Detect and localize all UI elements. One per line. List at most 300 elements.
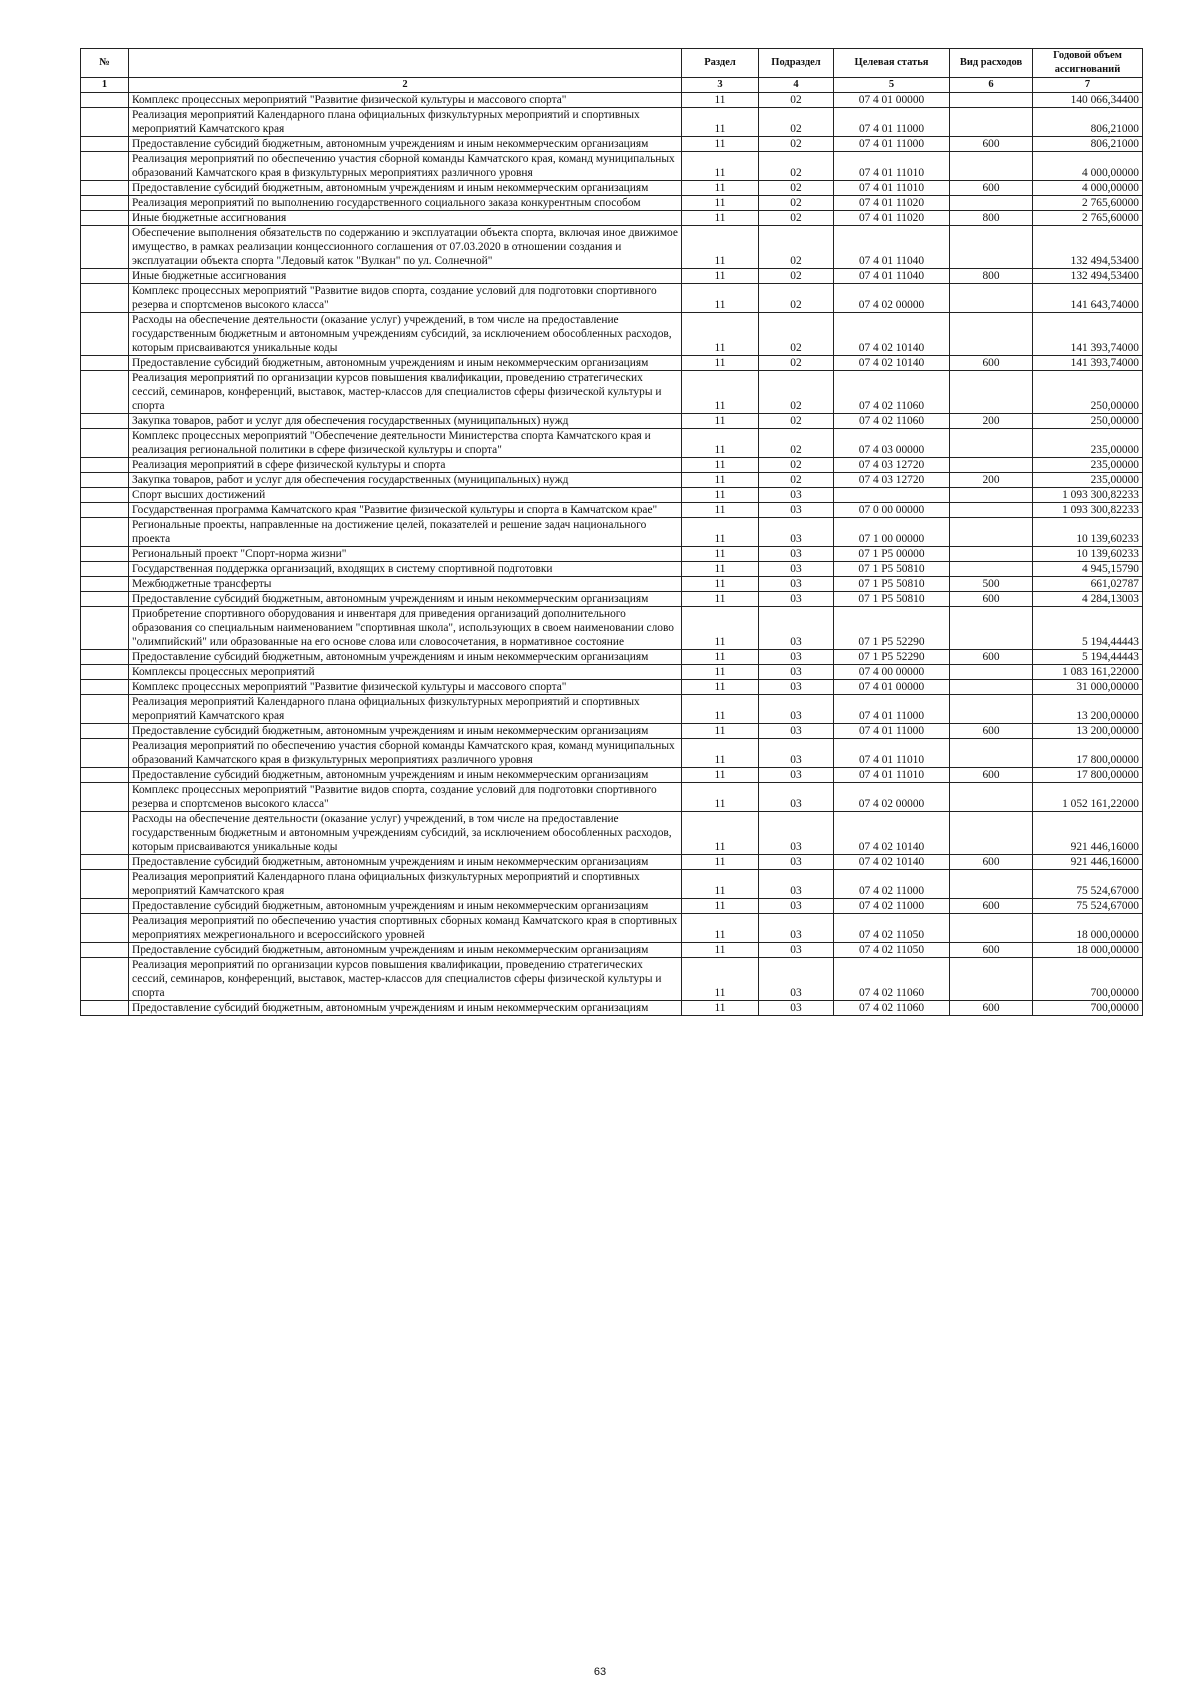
cell-razdel: 11 xyxy=(682,371,759,414)
cell-csr: 07 4 00 00000 xyxy=(834,665,950,680)
cell-name: Реализация мероприятий по организации курсов повышения квалификации, проведению стратегических сессий, семинаров, конференций, выставок, мастер-классов для специалистов сферы физической культуры и спорта xyxy=(129,371,682,414)
cell-csr: 07 4 02 11000 xyxy=(834,899,950,914)
cell-csr: 07 4 01 11000 xyxy=(834,108,950,137)
cell-razdel: 11 xyxy=(682,269,759,284)
cell-podrazdel: 03 xyxy=(759,724,834,739)
cell-podrazdel: 03 xyxy=(759,870,834,899)
cell-name: Региональный проект "Спорт-норма жизни" xyxy=(129,547,682,562)
cell-podrazdel: 03 xyxy=(759,1001,834,1016)
cell-name: Предоставление субсидий бюджетным, автономным учреждениям и иным некоммерческим организациям xyxy=(129,943,682,958)
cell-vr: 600 xyxy=(950,1001,1033,1016)
cell-name: Предоставление субсидий бюджетным, автономным учреждениям и иным некоммерческим организациям xyxy=(129,855,682,870)
cell-vr xyxy=(950,458,1033,473)
cell-amount: 18 000,00000 xyxy=(1033,943,1143,958)
cell-vr xyxy=(950,371,1033,414)
cell-name: Иные бюджетные ассигнования xyxy=(129,269,682,284)
cell-amount: 4 000,00000 xyxy=(1033,181,1143,196)
table-index-row xyxy=(81,78,1143,93)
cell-vr: 600 xyxy=(950,724,1033,739)
cell-razdel: 11 xyxy=(682,429,759,458)
cell-vr: 600 xyxy=(950,650,1033,665)
cell-podrazdel: 02 xyxy=(759,356,834,371)
cell-name: Обеспечение выполнения обязательств по содержанию и эксплуатации объекта спорта, включая иное движимое имущество, в рамках реализации концессионного соглашения от 07.03.2020 в отношении создания и эксплуатации объекта спорта "Ледовый каток "Вулкан" по ул. Солнечной" xyxy=(129,226,682,269)
cell-vr: 600 xyxy=(950,768,1033,783)
cell-vr: 600 xyxy=(950,137,1033,152)
table-row xyxy=(81,562,1143,577)
budget-sheet xyxy=(80,48,1142,1016)
cell-name: Предоставление субсидий бюджетным, автономным учреждениям и иным некоммерческим организациям xyxy=(129,724,682,739)
cell-num xyxy=(81,768,129,783)
table-row xyxy=(81,958,1143,1001)
cell-vr xyxy=(950,665,1033,680)
cell-razdel: 11 xyxy=(682,607,759,650)
cell-name: Реализация мероприятий в сфере физической культуры и спорта xyxy=(129,458,682,473)
cell-podrazdel: 02 xyxy=(759,181,834,196)
cell-amount: 235,00000 xyxy=(1033,473,1143,488)
cell-podrazdel: 02 xyxy=(759,371,834,414)
table-header-row xyxy=(81,49,1143,78)
cell-csr: 07 4 02 11050 xyxy=(834,943,950,958)
cell-num xyxy=(81,607,129,650)
table-row xyxy=(81,488,1143,503)
table-row xyxy=(81,371,1143,414)
table-row xyxy=(81,284,1143,313)
cell-amount: 2 765,60000 xyxy=(1033,211,1143,226)
cell-csr: 07 1 P5 50810 xyxy=(834,592,950,607)
table-row xyxy=(81,503,1143,518)
table-row xyxy=(81,458,1143,473)
table-row xyxy=(81,650,1143,665)
cell-csr: 07 4 02 11060 xyxy=(834,414,950,429)
cell-podrazdel: 03 xyxy=(759,488,834,503)
table-body xyxy=(81,93,1143,1016)
cell-razdel: 11 xyxy=(682,768,759,783)
cell-razdel: 11 xyxy=(682,914,759,943)
cell-amount: 141 393,74000 xyxy=(1033,313,1143,356)
table-row xyxy=(81,695,1143,724)
table-row xyxy=(81,547,1143,562)
cell-num xyxy=(81,518,129,547)
cell-razdel: 11 xyxy=(682,93,759,108)
cell-amount: 17 800,00000 xyxy=(1033,768,1143,783)
table-row xyxy=(81,152,1143,181)
cell-podrazdel: 02 xyxy=(759,269,834,284)
cell-name: Комплекс процессных мероприятий "Развитие видов спорта, создание условий для подготовки спортивного резерва и спортсменов высокого класса" xyxy=(129,783,682,812)
table-row xyxy=(81,269,1143,284)
col-index: 3 xyxy=(682,78,759,93)
cell-podrazdel: 02 xyxy=(759,284,834,313)
cell-csr: 07 1 P5 52290 xyxy=(834,650,950,665)
cell-csr: 07 4 02 10140 xyxy=(834,855,950,870)
cell-name: Межбюджетные трансферты xyxy=(129,577,682,592)
cell-amount: 700,00000 xyxy=(1033,1001,1143,1016)
cell-vr xyxy=(950,226,1033,269)
cell-name: Реализация мероприятий Календарного плана официальных физкультурных мероприятий и спортивных мероприятий Камчатского края xyxy=(129,108,682,137)
cell-name: Предоставление субсидий бюджетным, автономным учреждениям и иным некоммерческим организациям xyxy=(129,356,682,371)
cell-podrazdel: 03 xyxy=(759,695,834,724)
cell-name: Реализация мероприятий по организации курсов повышения квалификации, проведению стратегических сессий, семинаров, конференций, выставок, мастер-классов для специалистов сферы физической культуры и спорта xyxy=(129,958,682,1001)
cell-csr: 07 4 01 11010 xyxy=(834,739,950,768)
cell-podrazdel: 02 xyxy=(759,226,834,269)
cell-csr: 07 1 P5 00000 xyxy=(834,547,950,562)
cell-podrazdel: 03 xyxy=(759,680,834,695)
cell-num xyxy=(81,562,129,577)
cell-razdel: 11 xyxy=(682,739,759,768)
cell-podrazdel: 02 xyxy=(759,473,834,488)
cell-csr: 07 4 01 11020 xyxy=(834,196,950,211)
cell-num xyxy=(81,577,129,592)
cell-name: Предоставление субсидий бюджетным, автономным учреждениям и иным некоммерческим организациям xyxy=(129,592,682,607)
cell-vr xyxy=(950,739,1033,768)
cell-razdel: 11 xyxy=(682,152,759,181)
cell-amount: 10 139,60233 xyxy=(1033,518,1143,547)
cell-name: Закупка товаров, работ и услуг для обеспечения государственных (муниципальных) нужд xyxy=(129,414,682,429)
cell-csr: 07 4 02 11060 xyxy=(834,1001,950,1016)
cell-name: Комплекс процессных мероприятий "Обеспечение деятельности Министерства спорта Камчатского края и реализация региональной политики в сфере физической культуры и спорта" xyxy=(129,429,682,458)
cell-razdel: 11 xyxy=(682,518,759,547)
cell-name: Государственная поддержка организаций, входящих в систему спортивной подготовки xyxy=(129,562,682,577)
cell-amount: 141 643,74000 xyxy=(1033,284,1143,313)
cell-vr: 500 xyxy=(950,577,1033,592)
cell-vr: 800 xyxy=(950,269,1033,284)
page-number: 63 xyxy=(593,1666,607,1678)
cell-amount: 31 000,00000 xyxy=(1033,680,1143,695)
cell-csr: 07 4 01 11000 xyxy=(834,724,950,739)
cell-razdel: 11 xyxy=(682,488,759,503)
cell-csr: 07 4 02 11060 xyxy=(834,371,950,414)
col-index: 4 xyxy=(759,78,834,93)
cell-razdel: 11 xyxy=(682,196,759,211)
cell-num xyxy=(81,739,129,768)
cell-vr xyxy=(950,93,1033,108)
col-index: 5 xyxy=(834,78,950,93)
table-row xyxy=(81,914,1143,943)
cell-amount: 1 093 300,82233 xyxy=(1033,488,1143,503)
cell-vr xyxy=(950,313,1033,356)
cell-vr xyxy=(950,503,1033,518)
table-row xyxy=(81,108,1143,137)
cell-podrazdel: 03 xyxy=(759,592,834,607)
cell-podrazdel: 02 xyxy=(759,313,834,356)
table-row xyxy=(81,196,1143,211)
cell-csr: 07 4 02 10140 xyxy=(834,356,950,371)
cell-amount: 17 800,00000 xyxy=(1033,739,1143,768)
cell-amount: 1 052 161,22000 xyxy=(1033,783,1143,812)
cell-vr xyxy=(950,488,1033,503)
cell-num xyxy=(81,356,129,371)
cell-amount: 1 083 161,22000 xyxy=(1033,665,1143,680)
cell-num xyxy=(81,958,129,1001)
cell-podrazdel: 02 xyxy=(759,414,834,429)
cell-amount: 75 524,67000 xyxy=(1033,899,1143,914)
table-row xyxy=(81,592,1143,607)
cell-amount: 700,00000 xyxy=(1033,958,1143,1001)
col-index: 1 xyxy=(81,78,129,93)
cell-vr xyxy=(950,695,1033,724)
cell-vr: 200 xyxy=(950,414,1033,429)
cell-csr: 07 4 01 11000 xyxy=(834,137,950,152)
cell-amount: 250,00000 xyxy=(1033,371,1143,414)
cell-podrazdel: 03 xyxy=(759,783,834,812)
cell-num xyxy=(81,226,129,269)
cell-num xyxy=(81,196,129,211)
cell-csr: 07 4 02 00000 xyxy=(834,783,950,812)
cell-podrazdel: 03 xyxy=(759,547,834,562)
cell-vr xyxy=(950,429,1033,458)
table-row xyxy=(81,226,1143,269)
cell-vr xyxy=(950,284,1033,313)
table-row xyxy=(81,211,1143,226)
cell-num xyxy=(81,665,129,680)
cell-name: Реализация мероприятий Календарного плана официальных физкультурных мероприятий и спортивных мероприятий Камчатского края xyxy=(129,870,682,899)
cell-podrazdel: 02 xyxy=(759,429,834,458)
cell-vr xyxy=(950,196,1033,211)
cell-num xyxy=(81,695,129,724)
table-row xyxy=(81,429,1143,458)
table-row xyxy=(81,665,1143,680)
cell-amount: 806,21000 xyxy=(1033,108,1143,137)
cell-num xyxy=(81,812,129,855)
cell-name: Расходы на обеспечение деятельности (оказание услуг) учреждений, в том числе на предоставление государственным бюджетным и автономным учреждениям субсидий, за исключением обособленных расходов, которым присваиваются уникальные коды xyxy=(129,812,682,855)
cell-csr: 07 1 P5 52290 xyxy=(834,607,950,650)
cell-name: Комплекс процессных мероприятий "Развитие видов спорта, создание условий для подготовки спортивного резерва и спортсменов высокого класса" xyxy=(129,284,682,313)
cell-podrazdel: 03 xyxy=(759,958,834,1001)
cell-podrazdel: 03 xyxy=(759,665,834,680)
col-csr-header: Целевая статья xyxy=(834,49,950,78)
cell-podrazdel: 02 xyxy=(759,152,834,181)
cell-vr: 600 xyxy=(950,899,1033,914)
cell-num xyxy=(81,429,129,458)
cell-num xyxy=(81,943,129,958)
cell-num xyxy=(81,371,129,414)
cell-amount: 132 494,53400 xyxy=(1033,226,1143,269)
cell-podrazdel: 03 xyxy=(759,943,834,958)
cell-num xyxy=(81,870,129,899)
cell-razdel: 11 xyxy=(682,650,759,665)
cell-num xyxy=(81,313,129,356)
cell-amount: 921 446,16000 xyxy=(1033,855,1143,870)
table-row xyxy=(81,855,1143,870)
table-row xyxy=(81,943,1143,958)
cell-vr: 800 xyxy=(950,211,1033,226)
cell-razdel: 11 xyxy=(682,562,759,577)
cell-csr: 07 4 02 11060 xyxy=(834,958,950,1001)
cell-num xyxy=(81,855,129,870)
cell-amount: 140 066,34400 xyxy=(1033,93,1143,108)
col-index: 7 xyxy=(1033,78,1143,93)
cell-num xyxy=(81,152,129,181)
cell-vr: 200 xyxy=(950,473,1033,488)
cell-amount: 2 765,60000 xyxy=(1033,196,1143,211)
cell-razdel: 11 xyxy=(682,547,759,562)
col-name-header xyxy=(129,49,682,78)
cell-razdel: 11 xyxy=(682,855,759,870)
cell-razdel: 11 xyxy=(682,577,759,592)
cell-csr: 07 1 00 00000 xyxy=(834,518,950,547)
cell-name: Спорт высших достижений xyxy=(129,488,682,503)
cell-name: Реализация мероприятий Календарного плана официальных физкультурных мероприятий и спортивных мероприятий Камчатского края xyxy=(129,695,682,724)
cell-razdel: 11 xyxy=(682,313,759,356)
cell-vr xyxy=(950,562,1033,577)
cell-razdel: 11 xyxy=(682,211,759,226)
cell-num xyxy=(81,473,129,488)
table-row xyxy=(81,724,1143,739)
cell-razdel: 11 xyxy=(682,783,759,812)
cell-num xyxy=(81,547,129,562)
cell-podrazdel: 03 xyxy=(759,914,834,943)
cell-podrazdel: 03 xyxy=(759,739,834,768)
cell-razdel: 11 xyxy=(682,870,759,899)
cell-csr: 07 4 03 00000 xyxy=(834,429,950,458)
cell-podrazdel: 03 xyxy=(759,577,834,592)
cell-podrazdel: 03 xyxy=(759,518,834,547)
cell-num xyxy=(81,899,129,914)
table-row xyxy=(81,812,1143,855)
col-index: 2 xyxy=(129,78,682,93)
cell-num xyxy=(81,488,129,503)
cell-vr xyxy=(950,152,1033,181)
cell-amount: 13 200,00000 xyxy=(1033,695,1143,724)
cell-num xyxy=(81,284,129,313)
cell-amount: 235,00000 xyxy=(1033,458,1143,473)
cell-vr xyxy=(950,870,1033,899)
cell-amount: 4 000,00000 xyxy=(1033,152,1143,181)
cell-amount: 921 446,16000 xyxy=(1033,812,1143,855)
cell-razdel: 11 xyxy=(682,284,759,313)
cell-razdel: 11 xyxy=(682,899,759,914)
cell-razdel: 11 xyxy=(682,958,759,1001)
cell-csr: 07 4 02 10140 xyxy=(834,313,950,356)
cell-num xyxy=(81,108,129,137)
cell-vr xyxy=(950,958,1033,1001)
cell-razdel: 11 xyxy=(682,356,759,371)
cell-vr xyxy=(950,518,1033,547)
cell-num xyxy=(81,137,129,152)
col-vr-header: Вид расходов xyxy=(950,49,1033,78)
cell-razdel: 11 xyxy=(682,458,759,473)
cell-csr: 07 4 02 00000 xyxy=(834,284,950,313)
cell-razdel: 11 xyxy=(682,812,759,855)
cell-name: Закупка товаров, работ и услуг для обеспечения государственных (муниципальных) нужд xyxy=(129,473,682,488)
cell-amount: 235,00000 xyxy=(1033,429,1143,458)
cell-razdel: 11 xyxy=(682,473,759,488)
cell-name: Иные бюджетные ассигнования xyxy=(129,211,682,226)
cell-podrazdel: 02 xyxy=(759,93,834,108)
table-row xyxy=(81,313,1143,356)
budget-table xyxy=(80,48,1143,1016)
cell-podrazdel: 02 xyxy=(759,137,834,152)
cell-podrazdel: 02 xyxy=(759,108,834,137)
cell-amount: 5 194,44443 xyxy=(1033,607,1143,650)
cell-vr: 600 xyxy=(950,592,1033,607)
table-row xyxy=(81,739,1143,768)
cell-vr xyxy=(950,783,1033,812)
cell-csr: 07 4 01 11000 xyxy=(834,695,950,724)
cell-name: Предоставление субсидий бюджетным, автономным учреждениям и иным некоммерческим организациям xyxy=(129,899,682,914)
cell-razdel: 11 xyxy=(682,680,759,695)
cell-name: Комплексы процессных мероприятий xyxy=(129,665,682,680)
cell-csr: 07 4 01 11040 xyxy=(834,269,950,284)
cell-num xyxy=(81,93,129,108)
cell-name: Приобретение спортивного оборудования и инвентаря для приведения организаций дополнительного образования со специальным наименованием "спортивная школа", использующих в своем наименовании слово "олимпийский" или образованные на его основе слова или словосочетания, в нормативное состояние xyxy=(129,607,682,650)
cell-num xyxy=(81,1001,129,1016)
table-row xyxy=(81,899,1143,914)
cell-csr: 07 4 02 11050 xyxy=(834,914,950,943)
cell-csr: 07 4 03 12720 xyxy=(834,458,950,473)
cell-podrazdel: 03 xyxy=(759,899,834,914)
table-row xyxy=(81,137,1143,152)
cell-csr: 07 4 01 00000 xyxy=(834,93,950,108)
cell-amount: 141 393,74000 xyxy=(1033,356,1143,371)
cell-num xyxy=(81,503,129,518)
cell-amount: 661,02787 xyxy=(1033,577,1143,592)
cell-name: Предоставление субсидий бюджетным, автономным учреждениям и иным некоммерческим организациям xyxy=(129,768,682,783)
cell-podrazdel: 03 xyxy=(759,562,834,577)
cell-vr xyxy=(950,914,1033,943)
cell-csr: 07 4 01 11020 xyxy=(834,211,950,226)
table-row xyxy=(81,680,1143,695)
cell-razdel: 11 xyxy=(682,108,759,137)
cell-podrazdel: 02 xyxy=(759,211,834,226)
table-row xyxy=(81,1001,1143,1016)
table-row xyxy=(81,577,1143,592)
cell-amount: 18 000,00000 xyxy=(1033,914,1143,943)
cell-podrazdel: 03 xyxy=(759,650,834,665)
cell-name: Реализация мероприятий по обеспечению участия сборной команды Камчатского края, команд муниципальных образований Камчатского края в физкультурных мероприятиях различного уровня xyxy=(129,152,682,181)
cell-podrazdel: 03 xyxy=(759,503,834,518)
cell-csr: 07 4 01 11040 xyxy=(834,226,950,269)
col-index: 6 xyxy=(950,78,1033,93)
cell-razdel: 11 xyxy=(682,503,759,518)
cell-name: Предоставление субсидий бюджетным, автономным учреждениям и иным некоммерческим организациям xyxy=(129,650,682,665)
cell-csr: 07 4 01 11010 xyxy=(834,181,950,196)
cell-num xyxy=(81,914,129,943)
cell-csr xyxy=(834,488,950,503)
cell-num xyxy=(81,269,129,284)
cell-vr: 600 xyxy=(950,181,1033,196)
cell-razdel: 11 xyxy=(682,592,759,607)
cell-csr: 07 4 01 00000 xyxy=(834,680,950,695)
cell-razdel: 11 xyxy=(682,414,759,429)
cell-amount: 250,00000 xyxy=(1033,414,1143,429)
cell-podrazdel: 02 xyxy=(759,458,834,473)
cell-name: Предоставление субсидий бюджетным, автономным учреждениям и иным некоммерческим организациям xyxy=(129,1001,682,1016)
cell-num xyxy=(81,783,129,812)
cell-csr: 07 4 02 11000 xyxy=(834,870,950,899)
cell-amount: 4 945,15790 xyxy=(1033,562,1143,577)
table-row xyxy=(81,181,1143,196)
cell-podrazdel: 03 xyxy=(759,812,834,855)
cell-name: Расходы на обеспечение деятельности (оказание услуг) учреждений, в том числе на предоставление государственным бюджетным и автономным учреждениям субсидий, за исключением обособленных расходов, которым присваиваются уникальные коды xyxy=(129,313,682,356)
table-row xyxy=(81,414,1143,429)
cell-vr xyxy=(950,108,1033,137)
cell-name: Предоставление субсидий бюджетным, автономным учреждениям и иным некоммерческим организациям xyxy=(129,137,682,152)
cell-vr xyxy=(950,680,1033,695)
cell-razdel: 11 xyxy=(682,695,759,724)
cell-csr: 07 4 02 10140 xyxy=(834,812,950,855)
cell-razdel: 11 xyxy=(682,226,759,269)
cell-name: Реализация мероприятий по обеспечению участия спортивных сборных команд Камчатского края в спортивных мероприятиях межрегионального и всероссийского уровней xyxy=(129,914,682,943)
cell-csr: 07 0 00 00000 xyxy=(834,503,950,518)
col-num-header: № xyxy=(81,49,129,78)
cell-name: Региональные проекты, направленные на достижение целей, показателей и решение задач национального проекта xyxy=(129,518,682,547)
table-row xyxy=(81,870,1143,899)
col-razdel-header: Раздел xyxy=(682,49,759,78)
cell-num xyxy=(81,414,129,429)
cell-csr: 07 4 01 11010 xyxy=(834,152,950,181)
cell-num xyxy=(81,211,129,226)
cell-amount: 132 494,53400 xyxy=(1033,269,1143,284)
